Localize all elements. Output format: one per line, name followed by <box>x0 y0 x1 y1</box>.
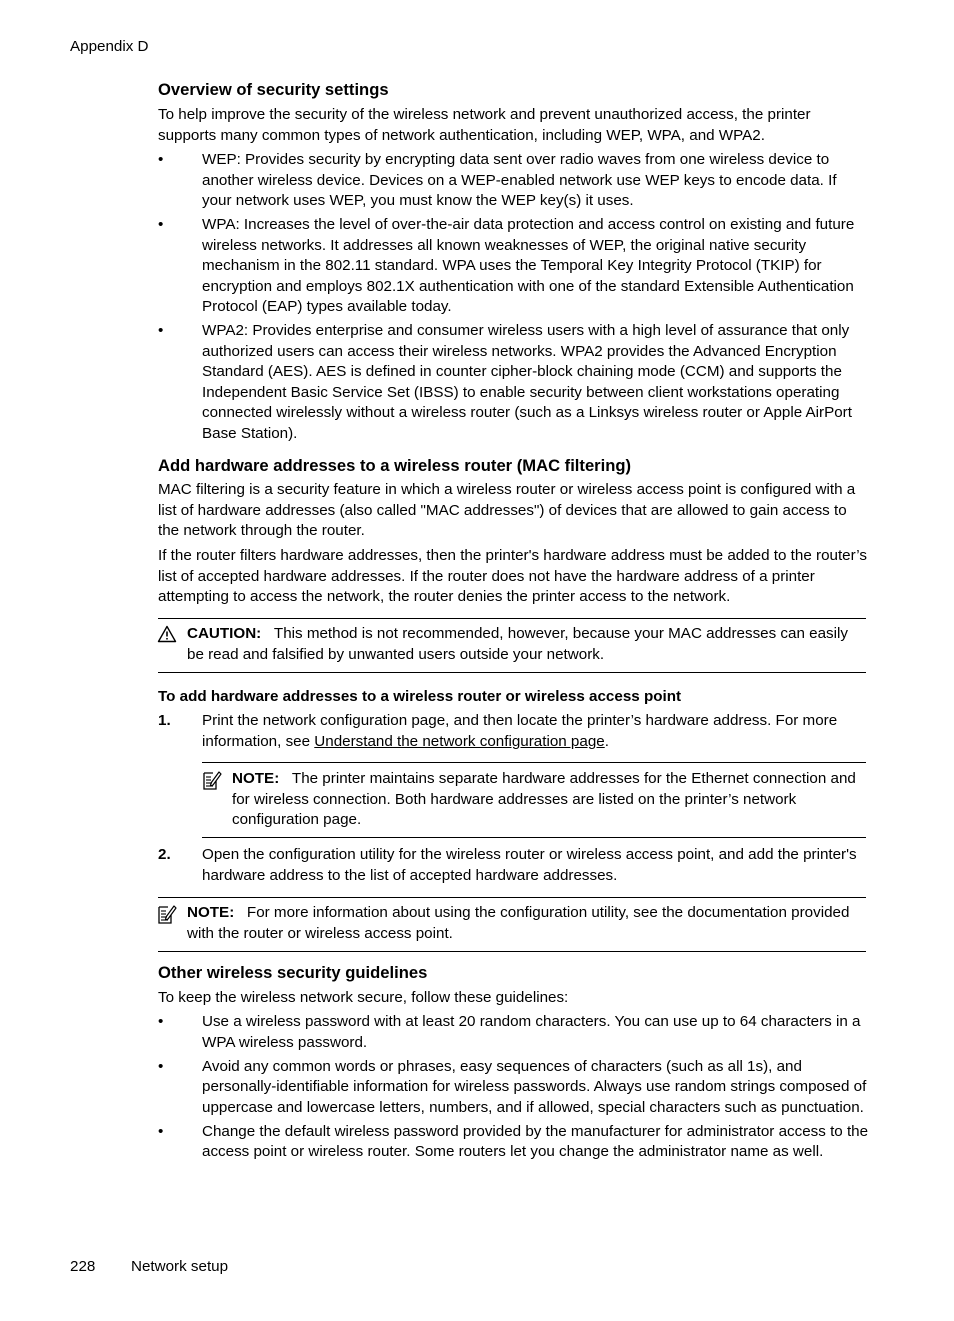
bullet-text-password-length: Use a wireless password with at least 20 random characters. You can use up to 64 characters in a WPA wireless password. <box>202 1013 861 1051</box>
running-head: Appendix D <box>70 38 149 55</box>
footer-section-title: Network setup <box>131 1258 229 1275</box>
list-item <box>158 1057 870 1119</box>
caution-text <box>187 624 869 665</box>
page-number: 228 <box>70 1258 96 1275</box>
other-intro: To keep the wireless network secure, follow these guidelines: <box>158 989 569 1006</box>
note1-bottom-rule <box>202 837 866 838</box>
bullet-mark: • <box>158 151 164 168</box>
caution-label: CAUTION: <box>187 625 262 642</box>
note-icon <box>157 903 177 925</box>
note2-label: NOTE: <box>187 904 235 921</box>
bullet-text-wep: WEP: Provides security by encrypting data sent over radio waves from one wireless device to another wireless device. Devices on a WEP-enabled network use WEP keys to encode data. If your network uses WEP, you must know the WEP key(s) it uses. <box>202 151 837 209</box>
bullet-text-change-default-password: Change the default wireless password provided by the manufacturer for administrator access to the access point or wireless router. Some routers let you change the administrator name as well. <box>202 1122 869 1160</box>
note2-bottom-rule <box>158 951 866 952</box>
procedure-step-2 <box>158 845 870 886</box>
list-item <box>158 150 870 212</box>
overview-intro: To help improve the security of the wireless network and prevent unauthorized access, the printer supports many common types of network authentication, including WEP, WPA, and WPA2. <box>158 106 811 144</box>
list-item <box>158 215 870 318</box>
list-item <box>158 1122 870 1163</box>
other-bullet-list <box>158 1012 870 1166</box>
warning-triangle-icon <box>157 625 177 643</box>
step-text: Open the configuration utility for the wireless router or wireless access point, and add the printer's hardware address to the list of accepted hardware addresses. <box>202 846 857 884</box>
caution-bottom-rule <box>158 672 866 673</box>
bullet-mark: • <box>158 322 164 339</box>
note-icon <box>202 769 222 791</box>
procedure-step-1 <box>158 711 870 752</box>
note2-top-rule <box>158 897 866 898</box>
note1-text <box>232 769 866 831</box>
note1-body: The printer maintains separate hardware addresses for the Ethernet connection and for wireless connection. Both hardware addresses are listed on the printer’s network configuration page. <box>232 770 856 828</box>
caution-body: This method is not recommended, however, because your MAC addresses can easily be read and falsified by unwanted users outside your network. <box>187 625 848 663</box>
mac-para-1: MAC filtering is a security feature in which a wireless router or wireless access point is configured with a list of hardware addresses (also called "MAC addresses") of devices that are allowed to gain access to the network through the router. <box>158 481 856 539</box>
network-config-page-link[interactable]: Understand the network configuration page <box>314 732 605 750</box>
note1-top-rule <box>202 762 866 763</box>
step-number: 2. <box>158 846 171 863</box>
section-heading-other-guidelines: Other wireless security guidelines <box>158 963 428 982</box>
procedure-heading: To add hardware addresses to a wireless router or wireless access point <box>158 688 682 705</box>
note2-text <box>187 903 866 944</box>
note2-body: For more information about using the configuration utility, see the documentation provided with the router or wireless access point. <box>187 904 850 942</box>
caution-top-rule <box>158 618 866 619</box>
step-number: 1. <box>158 712 171 729</box>
step-text: Print the network configuration page, and then locate the printer’s hardware address. For more information, see Understand the network configuration page. <box>202 712 838 750</box>
note1-label: NOTE: <box>232 770 280 787</box>
section-heading-overview: Overview of security settings <box>158 80 389 99</box>
bullet-mark: • <box>158 1122 164 1140</box>
bullet-text-wpa: WPA: Increases the level of over-the-air data protection and access control on existing and future wireless networks. It addresses all known weaknesses of WEP, the original native security mechanism in the 802.11 standard. WPA uses the Temporal Key Integrity Protocol (TKIP) for encryption and employs 802.1X authentication with one of the standard Extensible Authentication Protocol (EAP) types available today. <box>202 216 855 315</box>
bullet-mark: • <box>158 1057 164 1075</box>
list-item <box>158 321 870 444</box>
bullet-text-avoid-common-words: Avoid any common words or phrases, easy sequences of characters (such as all 1s), and personally-identifiable information for wireless passwords. Always use random strings composed of uppercase and lowercase letters, numbers, and if allowed, special characters such as punctuation. <box>202 1057 867 1116</box>
bullet-mark: • <box>158 1013 164 1030</box>
section-heading-mac-filtering: Add hardware addresses to a wireless router (MAC filtering) <box>158 456 632 475</box>
list-item <box>158 1012 870 1053</box>
bullet-mark: • <box>158 216 164 233</box>
mac-para-2: If the router filters hardware addresses, then the printer's hardware address must be added to the router’s list of accepted hardware addresses. If the router does not have the hardware address of a printer attempting to access the network, the router denies the printer access to the network. <box>158 547 867 605</box>
bullet-text-wpa2: WPA2: Provides enterprise and consumer wireless users with a high level of assurance that only authorized users can access their wireless networks. WPA2 provides the Advanced Encryption Standard (AES). AES is defined in counter cipher-block chaining mode (CCM) and supports the Independent Basic Service Set (IBSS) to enable security between client workstations operating connected wirelessly without a wireless router (such as a Linksys wireless router or Apple AirPort Base Station). <box>202 322 852 442</box>
overview-bullet-list <box>158 150 870 448</box>
